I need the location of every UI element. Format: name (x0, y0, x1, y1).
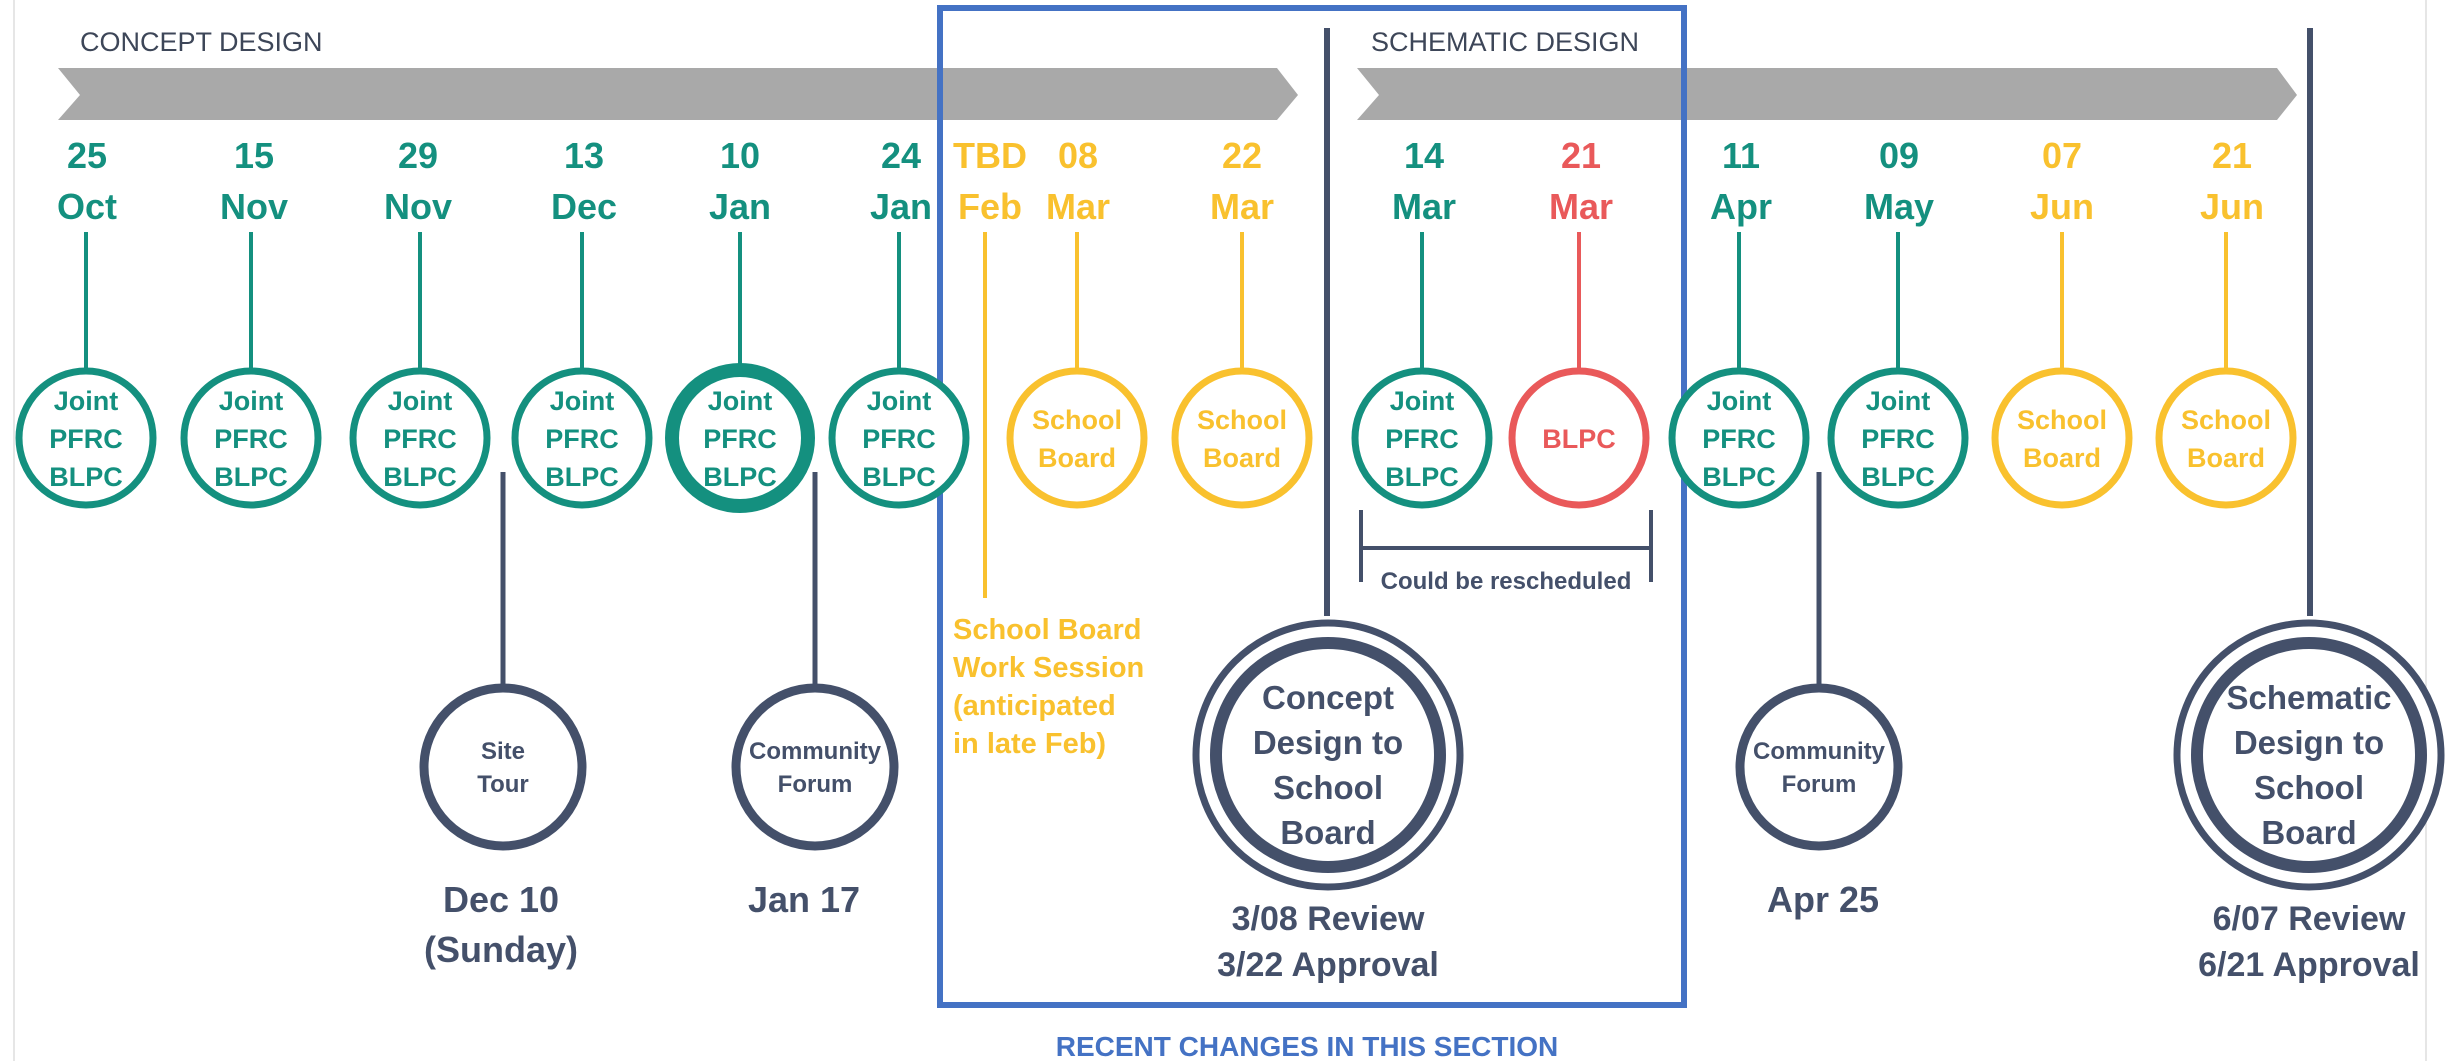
event-circle (424, 688, 582, 846)
date-month: Jun (2029, 186, 2095, 227)
event-date: Jan 17 (747, 879, 861, 920)
event-label-line: Community (1753, 738, 1885, 765)
milestone-note: 3/22 Approval (1217, 946, 1439, 984)
event-label-line: Community (749, 738, 881, 765)
meeting-label-line: BLPC (383, 462, 457, 492)
meeting-circles (19, 232, 2293, 506)
meeting-label-line: PFRC (1861, 424, 1935, 454)
phase-label-schematic: SCHEMATIC DESIGN (1371, 27, 1640, 57)
date-month: Nov (383, 186, 453, 227)
meeting-label-line: Board (2186, 443, 2266, 473)
event-circle (1740, 688, 1898, 846)
meeting-label-line: BLPC (214, 462, 288, 492)
meeting-label-line: School (1031, 405, 1123, 435)
meeting-label-line: Joint (1706, 386, 1772, 416)
reschedule-bracket (1361, 510, 1651, 595)
date-month: Apr (1710, 186, 1772, 227)
meeting-label-line: Joint (1389, 386, 1455, 416)
meeting-label-line: Board (1037, 443, 1117, 473)
date-day: 29 (397, 135, 439, 176)
meeting-circle (2159, 371, 2293, 505)
meeting-label-line: BLPC (703, 462, 777, 492)
date-day: 15 (233, 135, 275, 176)
meeting-label-line: School (2016, 405, 2108, 435)
date-day: 14 (1403, 135, 1445, 176)
meeting-label-line: Joint (1865, 386, 1931, 416)
milestone-label-line: School (2253, 769, 2365, 806)
date-month: Nov (219, 186, 289, 227)
recent-changes-label: RECENT CHANGES IN THIS SECTION (1055, 1031, 1559, 1061)
date-day: 24 (880, 135, 922, 176)
event-date: (Sunday) (423, 929, 579, 970)
date-day: 10 (719, 135, 761, 176)
meeting-label-line: BLPC (1702, 462, 1776, 492)
meeting-label-line: PFRC (1702, 424, 1776, 454)
meeting-label-line: Joint (707, 386, 773, 416)
milestone-note: 3/08 Review (1231, 900, 1425, 938)
meeting-label-line: PFRC (862, 424, 936, 454)
date-day: 21 (1560, 135, 1602, 176)
concept-phase-arrow (58, 68, 1298, 120)
event-label-line: Site (480, 738, 526, 765)
work-session-note-line: in late Feb) (953, 728, 1107, 760)
milestone-label-line: Design to (2233, 724, 2385, 761)
work-session-month: Feb (957, 186, 1023, 227)
meeting-label-line: Board (1202, 443, 1282, 473)
date-month: Mar (1045, 186, 1111, 227)
milestone-note: 6/21 Approval (2198, 946, 2420, 984)
date-month: Mar (1209, 186, 1275, 227)
meeting-circle (1175, 371, 1309, 505)
event-date: Apr 25 (1766, 879, 1880, 920)
meeting-label-line: PFRC (1385, 424, 1459, 454)
milestone-label-line: Concept (1262, 679, 1394, 716)
meeting-label-line: BLPC (545, 462, 619, 492)
meeting-label-line: Joint (387, 386, 453, 416)
date-month: Mar (1548, 186, 1614, 227)
event-circle (736, 688, 894, 846)
meeting-label-line: Joint (866, 386, 932, 416)
date-day: 08 (1057, 135, 1099, 176)
event-date: Dec 10 (442, 879, 560, 920)
meeting-label-line: BLPC (1385, 462, 1459, 492)
meeting-label-line: PFRC (703, 424, 777, 454)
meeting-label-line: Joint (218, 386, 284, 416)
meeting-label-line: PFRC (49, 424, 123, 454)
date-labels (57, 135, 2264, 227)
date-month: Oct (56, 186, 118, 227)
milestone-label-line: School (1272, 769, 1384, 806)
milestone-label-line: Board (1280, 814, 1376, 851)
date-day: 21 (2211, 135, 2253, 176)
date-month: Jun (2199, 186, 2265, 227)
meeting-label-line: PFRC (383, 424, 457, 454)
date-month: Mar (1391, 186, 1457, 227)
milestone-label-line: Design to (1252, 724, 1404, 761)
date-day: 25 (66, 135, 108, 176)
schematic-phase-arrow (1357, 68, 2297, 120)
phase-label-concept: CONCEPT DESIGN (80, 27, 323, 57)
meeting-label-line: BLPC (1861, 462, 1935, 492)
meeting-label-line: Board (2022, 443, 2102, 473)
date-day: 11 (1721, 135, 1761, 176)
meeting-label-line: Joint (53, 386, 119, 416)
event-label-line: Forum (1781, 771, 1857, 798)
milestone-label-line: Board (2261, 814, 2357, 851)
work-session-day: TBD (953, 135, 1027, 176)
event-label-line: Tour (477, 771, 529, 798)
date-day: 07 (2041, 135, 2083, 176)
meeting-label-line: BLPC (49, 462, 123, 492)
milestone-label-line: Schematic (2226, 679, 2392, 716)
meeting-label-line: PFRC (214, 424, 288, 454)
date-day: 09 (1878, 135, 1920, 176)
event-circles (424, 472, 1898, 970)
date-month: Jan (708, 186, 772, 227)
work-session-note-line: Work Session (953, 652, 1145, 684)
meeting-circle (1010, 371, 1144, 505)
date-day: 22 (1221, 135, 1263, 176)
meeting-label-line: BLPC (1542, 424, 1616, 454)
meeting-label-line: Joint (549, 386, 615, 416)
date-month: May (1863, 186, 1935, 227)
work-session-note-line: (anticipated (953, 690, 1116, 722)
event-label-line: Forum (777, 771, 853, 798)
meeting-circle (1995, 371, 2129, 505)
meeting-label-line: BLPC (862, 462, 936, 492)
milestone-note: 6/07 Review (2212, 900, 2406, 938)
meeting-label-line: School (1196, 405, 1288, 435)
meeting-label-line: School (2180, 405, 2272, 435)
date-day: 13 (563, 135, 605, 176)
date-month: Jan (869, 186, 933, 227)
work-session-note-line: School Board (953, 614, 1142, 646)
reschedule-note: Could be rescheduled (1380, 568, 1632, 595)
date-month: Dec (550, 186, 618, 227)
meeting-label-line: PFRC (545, 424, 619, 454)
